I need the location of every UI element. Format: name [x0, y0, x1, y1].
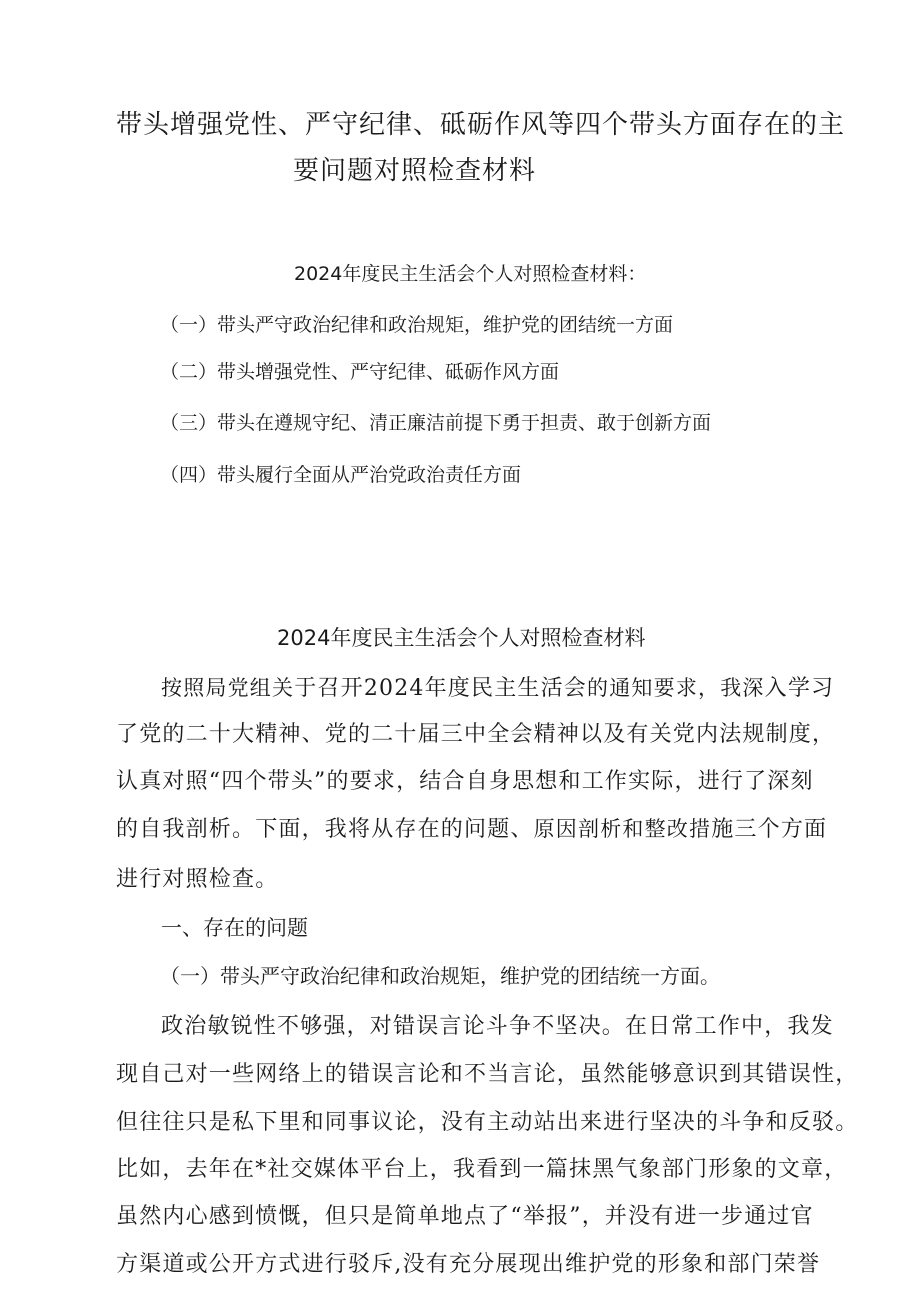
- para-line-2: 现自己对一些网络上的错误言论和不当言论，虽然能够意识到其错误性，: [116, 1062, 859, 1087]
- intro-line-5: 进行对照检查。: [116, 867, 279, 892]
- intro-run: 的通知要求，我深: [587, 676, 765, 700]
- intro-line-2: 了党的二十大精神、党的二十届三中全会精神以及有关党内法规制度，: [116, 722, 836, 747]
- para-line-6: 方渠道或公开方式进行驳斥,没有充分展现出维护党的形象和部门荣誉: [116, 1252, 821, 1277]
- intro-line-4: [116, 812, 827, 843]
- doc-title-line2: 要问题对照检查材料: [293, 156, 537, 186]
- toc-heading: 2024年度民主生活会个人对照检查材料：: [294, 263, 647, 285]
- para-line-3: 但往往只是私下里和同事议论，没有主动站出来进行坚决的斗争和反驳。: [116, 1110, 859, 1135]
- subheading-1: （一）带头严守政治纪律和政治规矩，维护党的团结统一方面。: [160, 964, 720, 988]
- intro-run: 入学习: [764, 676, 835, 701]
- intro-line-3: 认真对照“四个带头”的要求，结合自身思想和工作实际，进行了深刻: [116, 769, 814, 794]
- doc-title-line1: 带头增强党性、严守纪律、砥砺作风等四个带头方面存在的主: [116, 110, 846, 140]
- para-line-5: 虽然内心感到愤慨，但只是简单地点了“举报”，并没有进一步通过官: [116, 1204, 814, 1229]
- toc-item-2: （二）带头增强党性、严守纪律、砥砺作风方面: [160, 361, 560, 383]
- intro-run: 年度民主生活会: [424, 676, 588, 701]
- intro-run: 施三个方面: [711, 817, 828, 842]
- intro-run: 原因剖析和整改措: [533, 817, 712, 841]
- intro-run: 于召开: [294, 676, 364, 701]
- heading-problems: 一、存在的问题: [161, 916, 308, 940]
- para-line-4: 比如，去年在*社交媒体平台上，我看到一篇抹黑气象部门形象的文章，: [116, 1157, 848, 1182]
- intro-run: 2024: [363, 676, 425, 701]
- toc-item-3: （三）带头在遵规守纪、清正廉洁前提下勇于担责、敢于创新方面: [160, 412, 712, 434]
- toc-item-1: （一）带头严守政治纪律和政治规矩，维护党的团结统一方面: [160, 314, 674, 336]
- intro-run: 的自我剖析。下面，我将从存在的问题、: [116, 817, 534, 842]
- intro-run: 按照局党组关: [161, 676, 295, 700]
- toc-item-4: （四）带头履行全面从严治党政治责任方面: [160, 464, 522, 486]
- intro-line-1: [161, 671, 834, 702]
- section-title: 2024年度民主生活会个人对照检查材料: [277, 626, 646, 650]
- para-line-1: 政治敏锐性不够强，对错误言论斗争不坚决。在日常工作中，我发: [161, 1014, 834, 1039]
